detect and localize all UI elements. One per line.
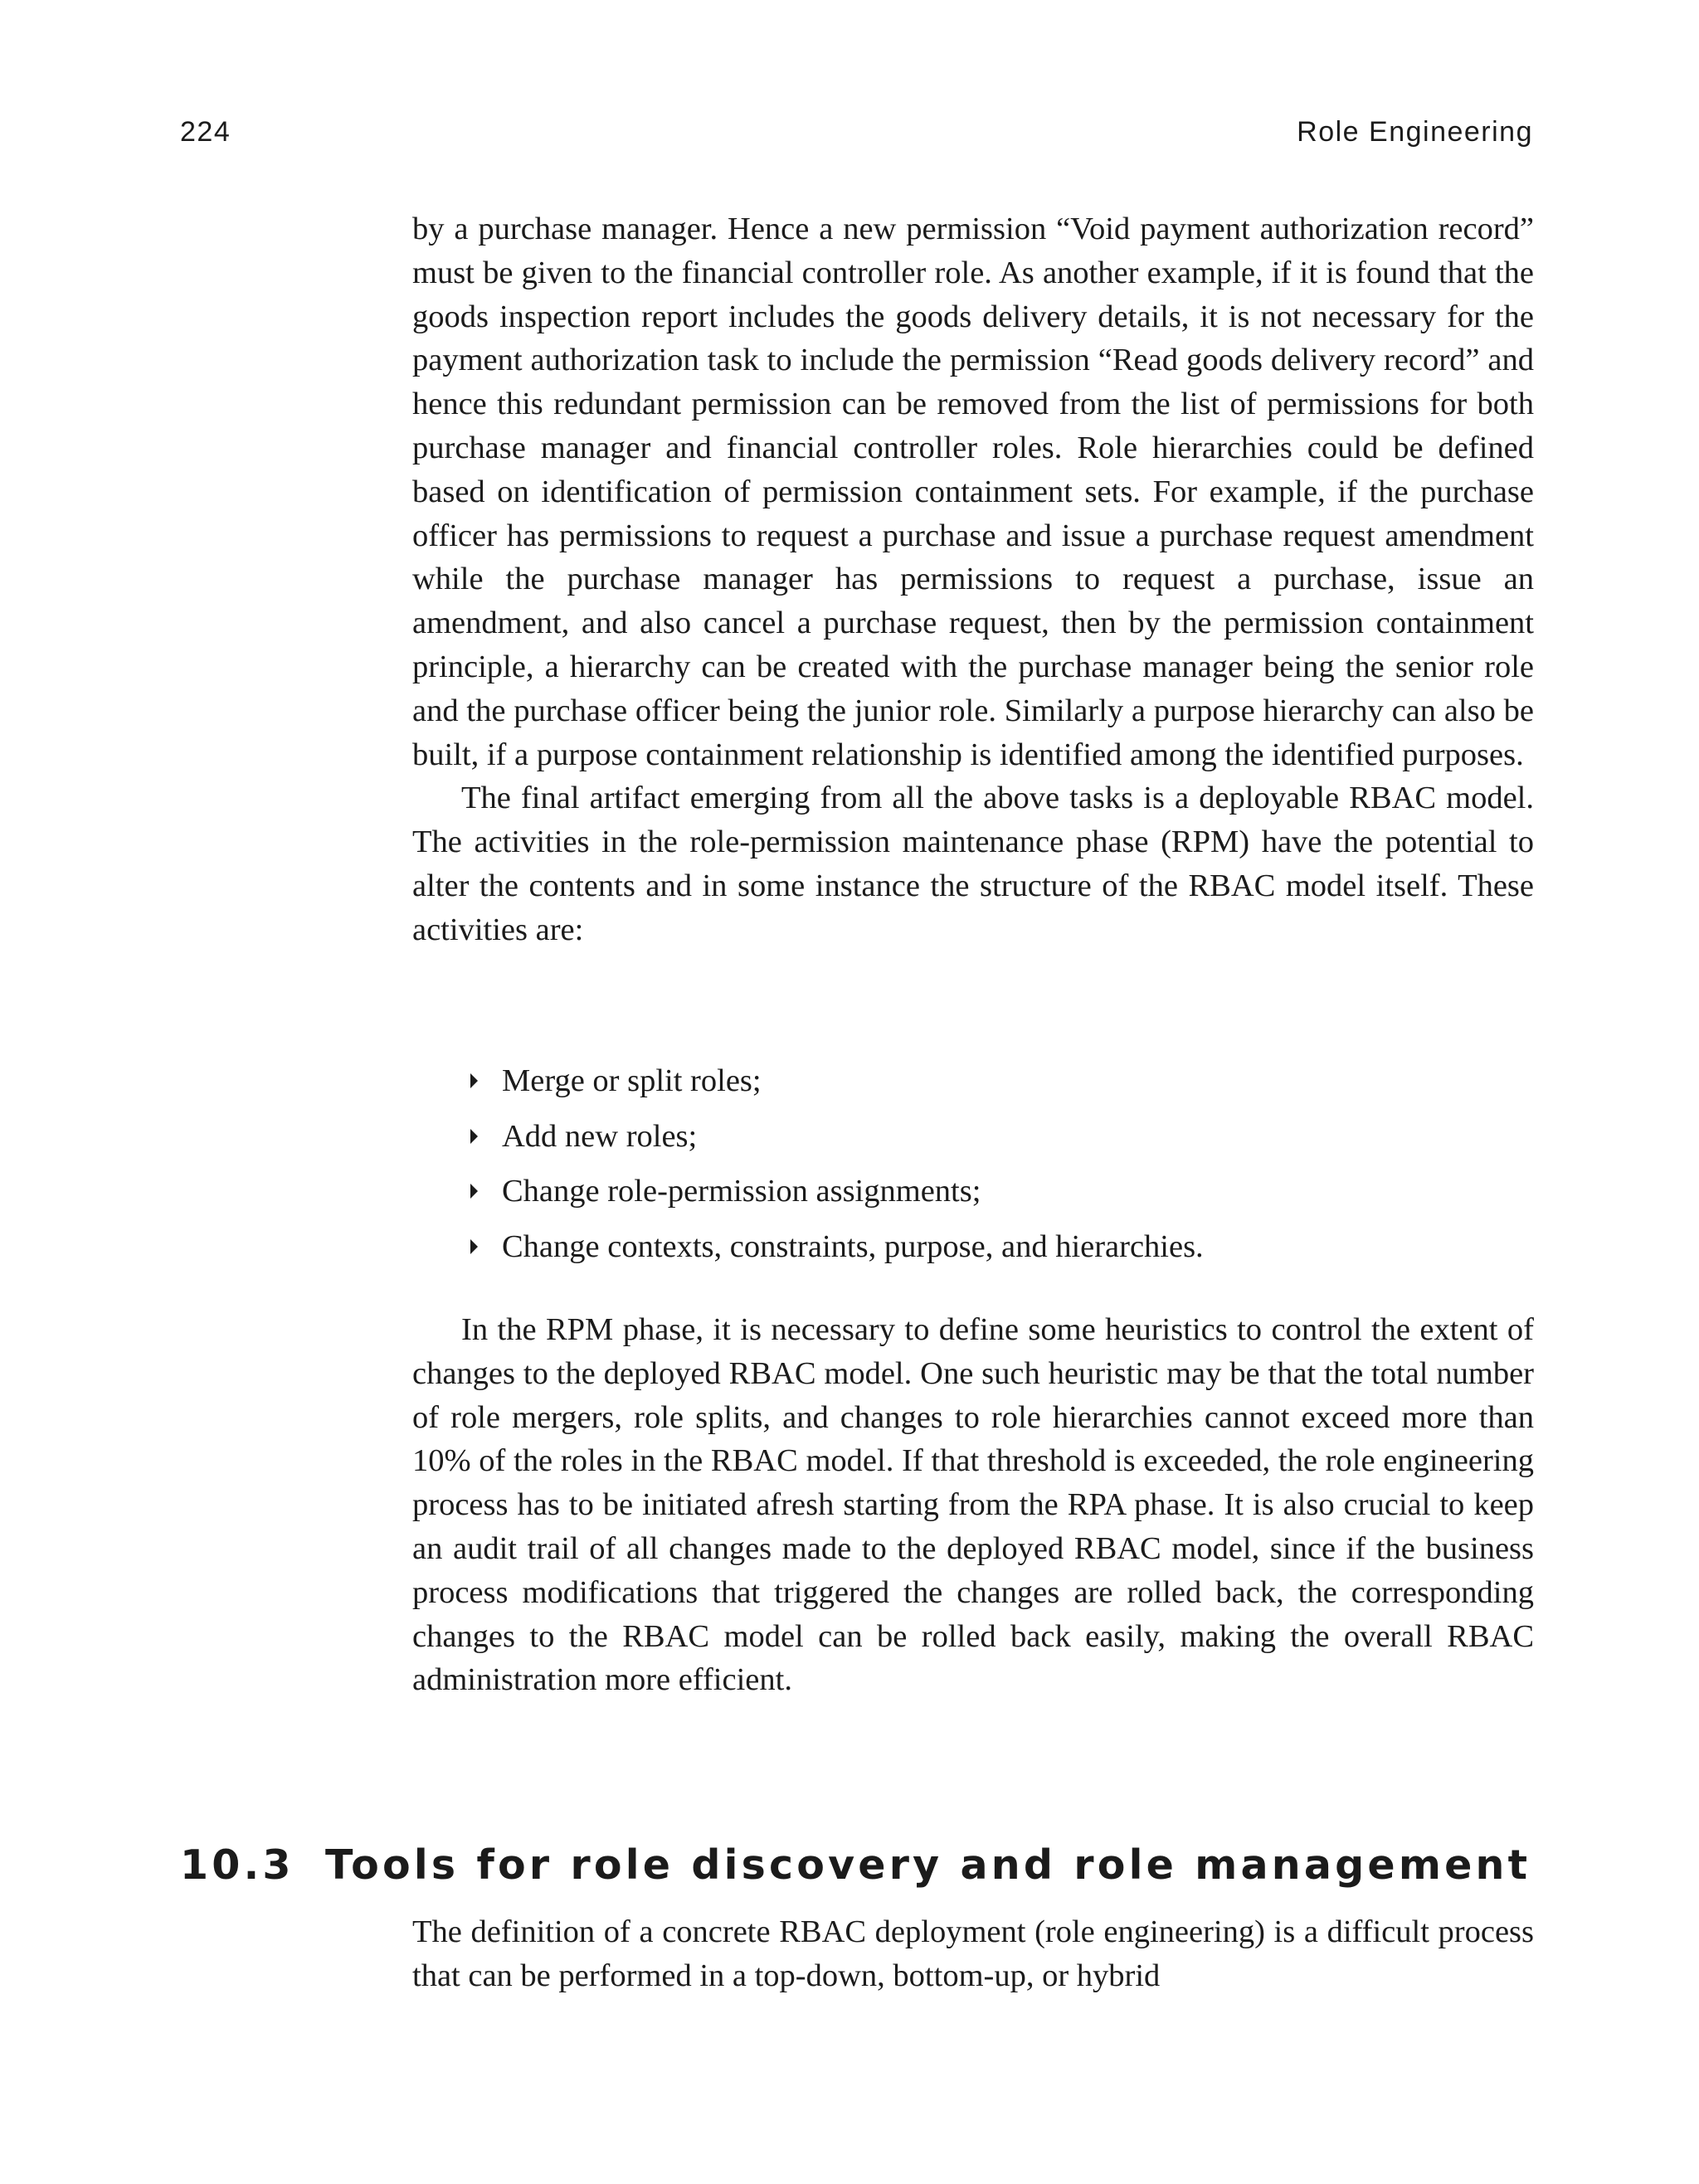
list-item-text: Change contexts, constraints, purpose, and hierarchies. bbox=[502, 1228, 1204, 1264]
chapter-title: Role Engineering bbox=[1297, 116, 1533, 148]
list-item bbox=[469, 1164, 1204, 1219]
section-number: 10.3 bbox=[180, 1841, 295, 1889]
text-block-section-intro bbox=[412, 1910, 1534, 1998]
page-number: 224 bbox=[180, 116, 231, 148]
list-item bbox=[469, 1109, 1204, 1165]
list-item bbox=[469, 1219, 1204, 1275]
paragraph-section-intro: The definition of a concrete RBAC deployment (role engineering) is a difficult process that can be performed in a top-down, bottom-up, or hybrid bbox=[412, 1914, 1534, 1993]
paragraph-continuation: by a purchase manager. Hence a new permission “Void payment authorization record” must be given to the financial controller role. As another example, if it is found that the goods inspection report includes the goods delivery details, it is not necessary for the payment authorization task to include the permission “Read goods delivery record” and hence this redundant permission can be removed from the list of permissions for both purchase manager and financial controller roles. Role hierarchies could be defined based on identification of permission containment sets. For example, if the purchase officer has permissions to request a purchase and issue a purchase request amendment while the purchase manager has permissions to request a purchase, issue an amendment, and also cancel a purchase request, then by the permission containment principle, a hierarchy can be created with the purchase manager being the senior role and the purchase officer being the junior role. Similarly a purpose hierarchy can also be built, if a purpose containment relationship is identified among the identified purposes. bbox=[412, 212, 1534, 772]
bullet-icon bbox=[470, 1129, 478, 1144]
text-block-rpm-phase bbox=[412, 1308, 1534, 1702]
list-item-text: Merge or split roles; bbox=[502, 1063, 762, 1098]
running-head bbox=[180, 116, 1533, 158]
list-item-text: Change role-permission assignments; bbox=[502, 1174, 981, 1209]
text-block-continuation bbox=[412, 207, 1534, 952]
section-heading bbox=[180, 1841, 1531, 1889]
paragraph-rpm-phase: In the RPM phase, it is necessary to define some heuristics to control the extent of changes to the deployed RBAC model. One such heuristic may be that the total number of role mergers, role splits, and changes to role hierarchies cannot exceed more than 10% of the roles in the RBAC model. If that threshold is exceeded, the role engineering process has to be initiated afresh starting from the RPA phase. It is also crucial to keep an audit trail of all changes made to the deployed RBAC model, since if the business process modifications that triggered the changes are rolled back, the corresponding changes to the RBAC model can be rolled back easily, making the overall RBAC administration more efficient. bbox=[412, 1312, 1534, 1698]
bullet-icon bbox=[470, 1239, 478, 1254]
bullet-icon bbox=[470, 1073, 478, 1088]
list-item-text: Add new roles; bbox=[502, 1118, 698, 1154]
list-item bbox=[469, 1053, 1204, 1109]
paragraph-rbac-deployable: The final artifact emerging from all the above tasks is a deployable RBAC model. The activities in the role-permission maintenance phase (RPM) have the potential to alter the contents and in some instance the structure of the RBAC model itself. These activities are: bbox=[412, 781, 1534, 947]
bullet-icon bbox=[470, 1184, 478, 1199]
activity-bullet-list bbox=[469, 1053, 1204, 1274]
section-title: Tools for role discovery and role management bbox=[325, 1841, 1531, 1889]
